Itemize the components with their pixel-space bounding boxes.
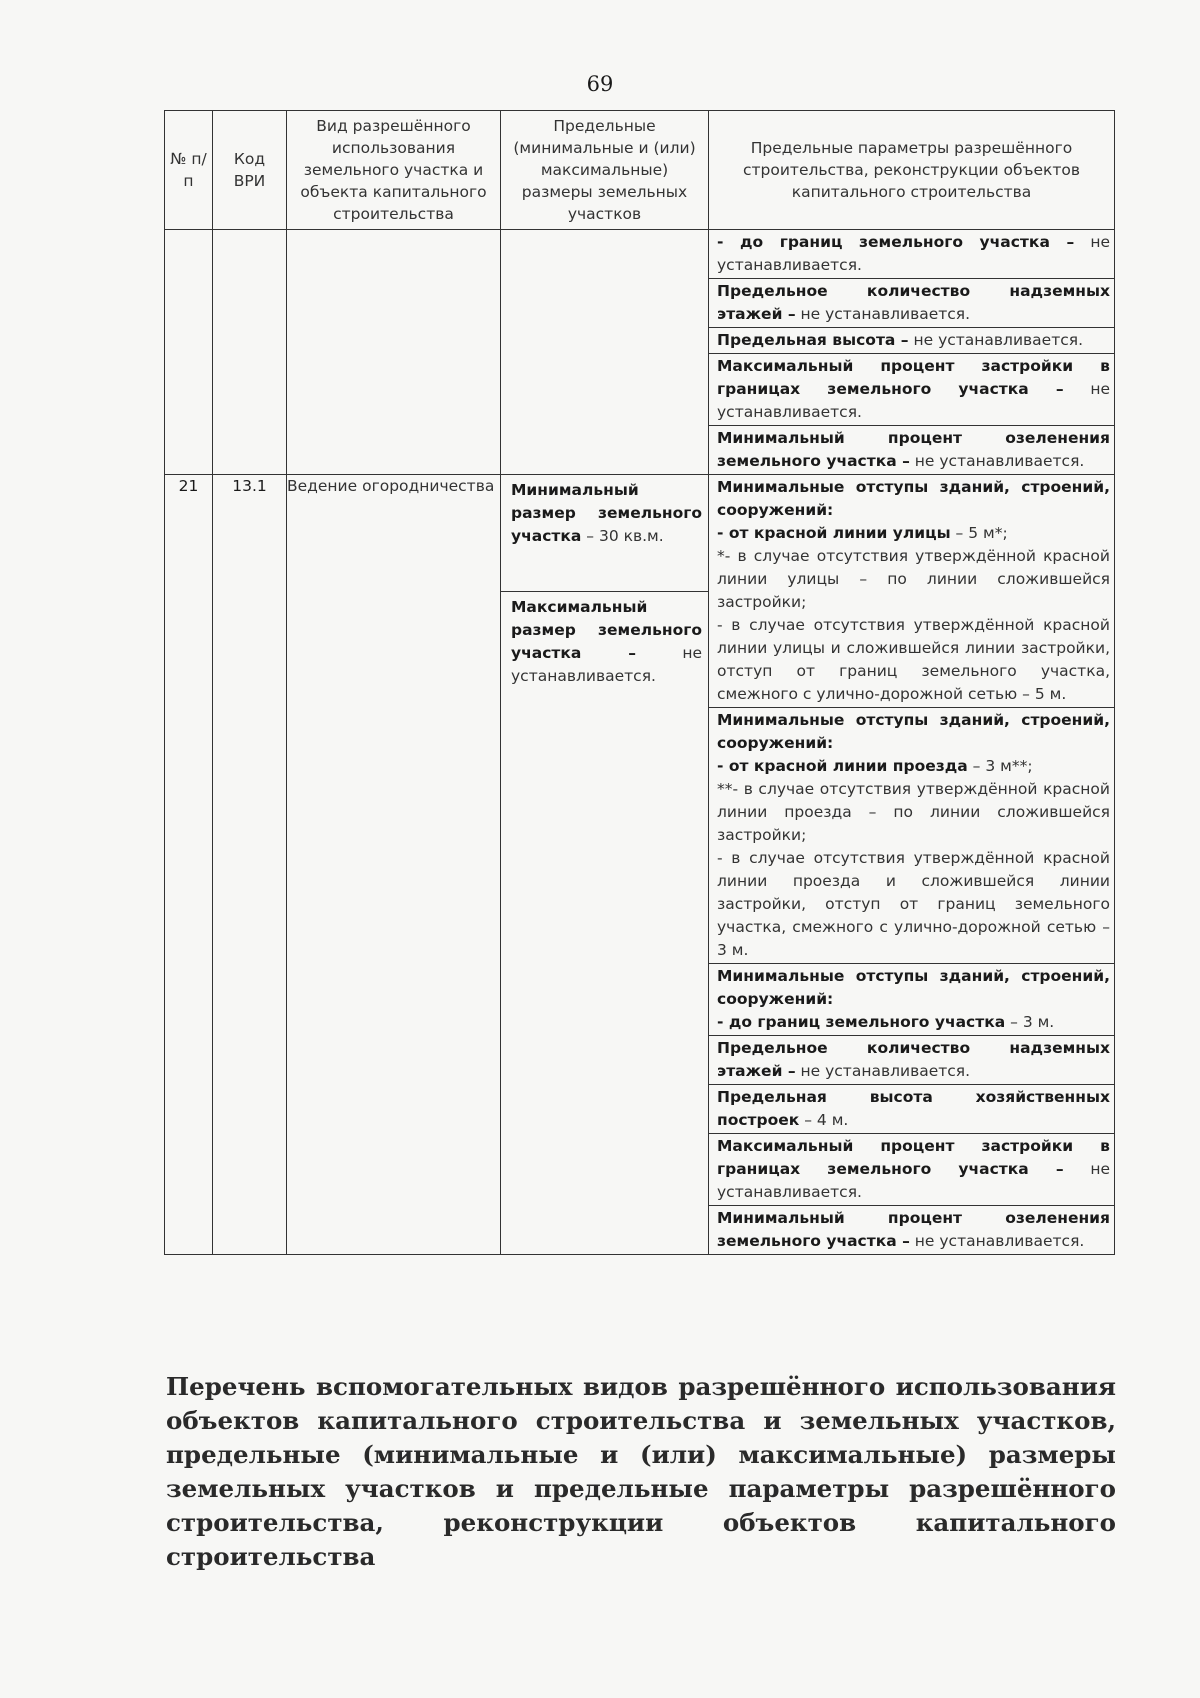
- param-block: Предельная высота хозяйственных построек – 4 м.: [709, 1085, 1114, 1134]
- table-row-continued: [165, 230, 1115, 475]
- header-build-params: Предельные параметры разрешённого строительства, реконструкции объектов капитального строительства: [709, 111, 1115, 230]
- cell-code-empty: [213, 230, 287, 475]
- param-block: - до границ земельного участка – не устанавливается.: [709, 230, 1114, 279]
- table-header-row: [165, 111, 1115, 230]
- param-block: Предельное количество надземных этажей – не устанавливается.: [709, 1036, 1114, 1085]
- land-use-table: [164, 110, 1115, 1255]
- size-block-min: Минимальный размер земельного участка – 30 кв.м.: [501, 475, 708, 592]
- param-block-driveway-setback: Минимальные отступы зданий, строений, сооружений: - от красной линии проезда – 3 м**; **- в случае отсутствия утверждённой красной линии проезда – по линии сложившейся застройки; - в случае отсутствия утверждённой красной линии проезда и сложившейся линии застройки, отступ от границ земельного участка, смежного с улично-дорожной сетью – 3 м.: [709, 708, 1114, 964]
- param-block: Предельная высота – не устанавливается.: [709, 328, 1114, 354]
- header-plot-sizes: Предельные (минимальные и (или) максимальные) размеры земельных участков: [501, 111, 709, 230]
- header-code: Код ВРИ: [213, 111, 287, 230]
- cell-name-empty: [287, 230, 501, 475]
- size-block-max: Максимальный размер земельного участка – не устанавливается.: [511, 598, 702, 685]
- cell-num-empty: [165, 230, 213, 475]
- param-block: Предельное количество надземных этажей – не устанавливается.: [709, 279, 1114, 328]
- cell-sizes-empty: [501, 230, 709, 475]
- cell-plot-sizes: [501, 475, 709, 1255]
- param-block: Максимальный процент застройки в границах земельного участка – не устанавливается.: [709, 1134, 1114, 1206]
- param-block: Максимальный процент застройки в границах земельного участка – не устанавливается.: [709, 354, 1114, 426]
- cell-code: 13.1: [213, 475, 287, 1255]
- cell-num: 21: [165, 475, 213, 1255]
- cell-use-name: Ведение огородничества: [287, 475, 501, 1255]
- table-row-21: [165, 475, 1115, 1255]
- cell-params-continued: [709, 230, 1115, 475]
- param-block-street-setback: Минимальные отступы зданий, строений, сооружений: - от красной линии улицы – 5 м*; *- в случае отсутствия утверждённой красной линии улицы – по линии сложившейся застройки; - в случае отсутствия утверждённой красной линии улицы и сложившейся линии застройки, отступ от границ земельного участка, смежного с улично-дорожной сетью – 5 м.: [709, 475, 1114, 708]
- page-number: 69: [586, 72, 614, 96]
- param-block-boundary-setback: Минимальные отступы зданий, строений, сооружений: - до границ земельного участка – 3 м.: [709, 964, 1114, 1036]
- param-block: Минимальный процент озеленения земельного участка – не устанавливается.: [717, 429, 1110, 470]
- cell-build-params: [709, 475, 1115, 1255]
- param-block: Минимальный процент озеленения земельного участка – не устанавливается.: [717, 1209, 1110, 1250]
- header-num: № п/п: [165, 111, 213, 230]
- section-heading: Перечень вспомогательных видов разрешённого использования объектов капитального строительства и земельных участков, предельные (минимальные и (или) максимальные) размеры земельных участков и предельные параметры разрешённого строительства, реконструкции объектов капитального строительства: [166, 1372, 1116, 1571]
- header-use-type: Вид разрешённого использования земельного участка и объекта капитального строительства: [287, 111, 501, 230]
